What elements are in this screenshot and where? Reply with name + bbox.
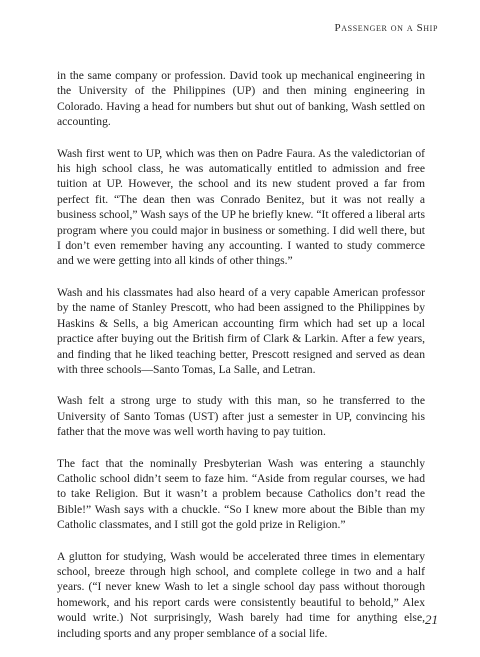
paragraph-6: A glutton for studying, Wash would be accelerated three times in elementary school, breeze through high school, and complete college in two and a half years. (“I never knew Wash to let a single school day pass without thorough homework, and his report cards were consistently beautiful to behold,” Alex would write.) Not surprisingly, Wash barely had time for anything else, including sports and any proper semblance of a social life.	[57, 549, 425, 640]
paragraph-1: in the same company or profession. David took up mechanical engineering in the University of the Philippines (UP) and then mining engineering in Colorado. Having a head for numbers but shut out of banking, Wash settled on accounting.	[57, 69, 425, 129]
running-header: Passenger on a Ship	[334, 22, 438, 34]
body-text	[57, 68, 425, 657]
paragraph-4: Wash felt a strong urge to study with this man, so he transferred to the University of Santo Tomas (UST) after just a semester in UP, convincing his father that the move was well worth having to pay tuition.	[57, 394, 425, 439]
paragraph-2: Wash first went to UP, which was then on Padre Faura. As the valedictorian of his high school class, he was automatically entitled to admission and free tuition at UP. However, the school and its new student proved a far from perfect fit. “The dean then was Conrado Benitez, but it was not really a business school,” Wash says of the UP he briefly knew. “It offered a liberal arts program where you could major in business or something. I did well there, but I don’t even remember having any accounting. I wanted to study commerce and we were getting into all kinds of other things.”	[57, 146, 425, 268]
paragraph-3: Wash and his classmates had also heard of a very capable American professor by the name of Stanley Prescott, who had been assigned to the Philippines by Haskins & Sells, a big American accounting firm which had set up a local practice after buying out the British firm of Clark & Larkin. After a few years, and finding that he liked teaching better, Prescott resigned and served as dean with three schools—Santo Tomas, La Salle, and Letran.	[57, 285, 425, 376]
page-number: 21	[425, 612, 438, 627]
paragraph-5: The fact that the nominally Presbyterian Wash was entering a staunchly Catholic school didn’t seem to faze him. “Aside from regular courses, we had to take Religion. But it wasn’t a problem because Catholics don’t read the Bible!” Wash says with a chuckle. “So I knew more about the Bible than my Catholic classmates, and I still got the gold prize in Religion.”	[57, 456, 425, 532]
